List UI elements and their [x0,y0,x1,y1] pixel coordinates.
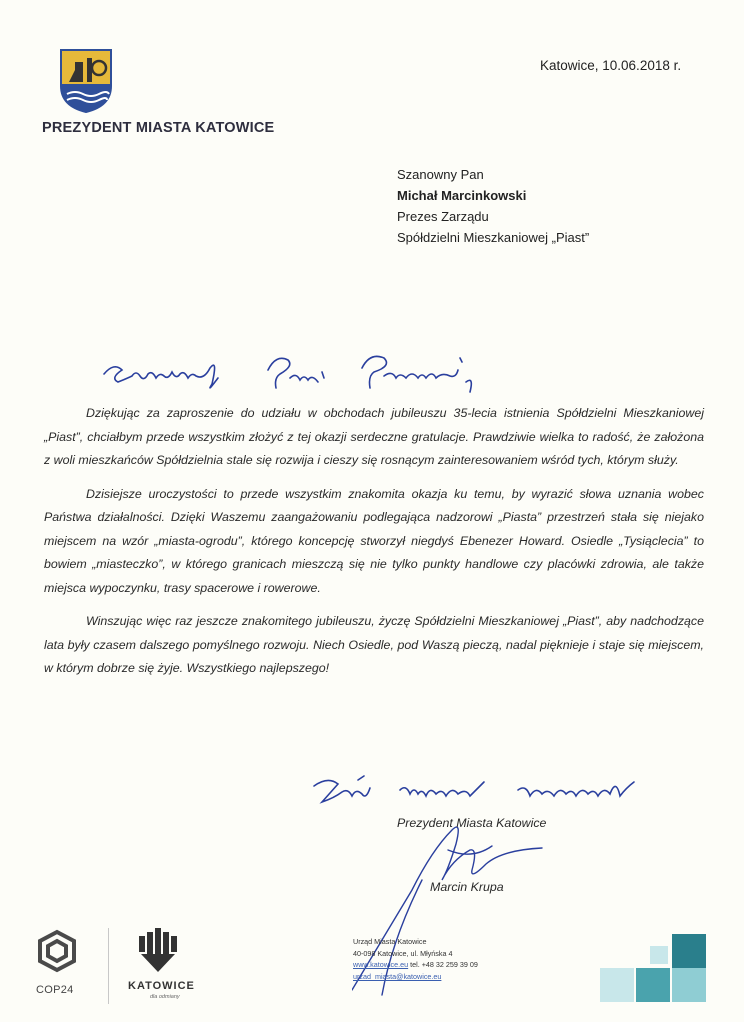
recipient-organization: Spółdzielni Mieszkaniowej „Piast” [397,230,590,245]
footer-address [353,936,478,982]
recipient-position: Prezes Zarządu [397,209,489,224]
handwritten-greeting [100,348,495,396]
katowice-brand-tagline: dla odmiany [150,994,180,1000]
paragraph-1: Dziękując za zaproszenie do udziału w obchodach jubileuszu 35-lecia istnienia Spółdzielni Mieszkaniowej „Piast”, chciałbym przede wszystkim złożyć z tej okazji serdeczne gratulacje. Prawdziwie wielka to radość, że założona z woli mieszkańców Spółdzielnia stale się rozwija i cieszy się rosnącym zainteresowaniem wśród tych, którym służy. [44,406,704,467]
footer-divider [108,928,109,1004]
letter-date: Katowice, 10.06.2018 r. [540,58,682,73]
paragraph-3: Winszując więc raz jeszcze znakomitego jubileuszu, życzę Spółdzielni Mieszkaniowej „Piast”, aby nadchodzące lata były czasem dalszego pomyślnego rozwoju. Niech Osiedle, pod Waszą pieczą, nadal pięknieje i staje się miejscem, w którym dobrze się żyje. Wszystkiego najlepszego! [44,614,704,675]
footer-email-link[interactable]: urzad_miasta@katowice.eu [353,971,442,981]
cop24-label: COP24 [36,984,74,996]
decor-square [672,934,706,968]
decor-square [600,968,634,1002]
decorative-squares [600,934,708,1004]
handwritten-closing [308,768,648,814]
letter-body [44,402,704,691]
signer-title: Prezydent Miasta Katowice [397,816,547,830]
footer-address-line: 40-098 Katowice, ul. Młyńska 4 [353,948,453,958]
cop24-logo-icon [36,928,78,974]
coat-of-arms-icon [57,48,115,114]
office-title: PREZYDENT MIASTA KATOWICE [42,120,275,136]
katowice-brand-icon [137,928,179,974]
paragraph-2: Dzisiejsze uroczystości to przede wszystkim znakomita okazja ku temu, by wyrazić słowa uznania wobec Państwa działalności. Dzięki Waszemu zaangażowaniu podlegająca nadzorowi „Piasta” przestrzeń stała się niejako miejscem na wzór „miasta-ogrodu”, którego koncepcję stworzył niegdyś Ebenezer Howard. Osiedle „Tysiąclecia” to bowiem „miasteczko”, w którego granicach mieszczą się nie tylko punkty handlowe czy placówki zdrowia, ale także miejsca wypoczynku, trasy spacerowe i rowerowe. [44,486,704,595]
recipient-salutation: Szanowny Pan [397,167,484,182]
decor-square [650,946,668,964]
katowice-brand-label: KATOWICE [128,980,195,992]
recipient-name: Michał Marcinkowski [397,188,527,203]
footer-website-link[interactable]: www.katowice.eu [353,960,409,969]
signer-name: Marcin Krupa [430,880,504,894]
decor-square [672,968,706,1002]
decor-square [636,968,670,1002]
footer-phone: tel. +48 32 259 39 09 [410,960,478,969]
recipient-block [397,164,589,248]
footer-address-line: Urząd Miasta Katowice [353,937,427,946]
